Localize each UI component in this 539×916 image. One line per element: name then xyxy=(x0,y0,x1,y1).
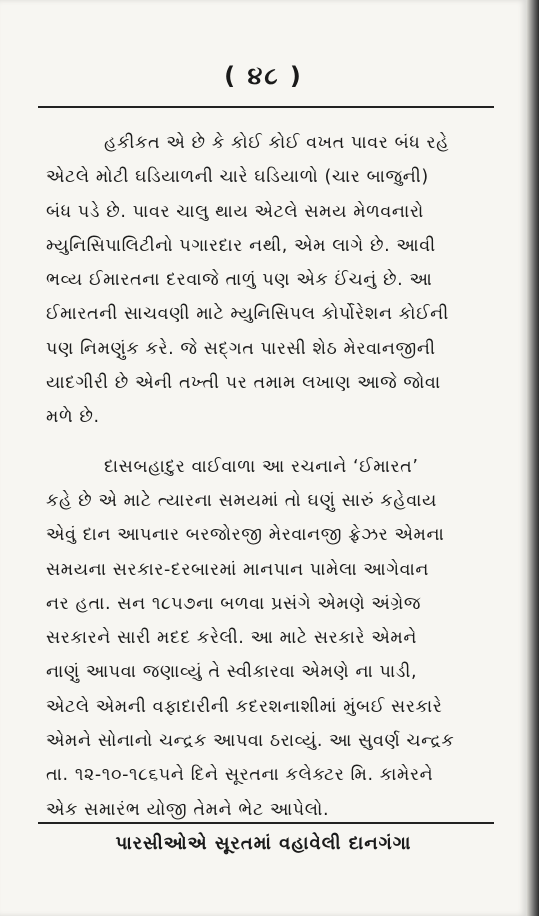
text-line: સમયના સરકાર-દરબારમાં માનપાન પામેલા આગેવાન xyxy=(46,559,430,580)
text-line: ભવ્ય ઈમારતના દરવાજે તાળું પણ એક ઈંચનું છે. આ xyxy=(46,270,433,291)
text-line: એટલે એમની વફાદારીની કદરશનાશીમાં મુંબઈ સરકારે xyxy=(46,696,443,717)
page-number: ( ૪૮ ) xyxy=(224,62,303,90)
header-rule xyxy=(38,106,494,108)
text-line: એક સમારંભ યોજી તેમને ભેટ આપેલો. xyxy=(46,799,330,820)
text-line: તા. ૧૨-૧૦-૧૮૬૫ને દિને સૂરતના કલેક્ટર મિ. કામેરને xyxy=(46,765,434,786)
text-line: કહે છે એ માટે ત્યારના સમયમાં તો ઘણું સારું કહેવાય xyxy=(46,490,437,511)
text-line: મ્યુનિસિપાલિટીનો પગારદાર નથી, એમ લાગે છે. આવી xyxy=(46,235,436,256)
text-line: દાસબહાદુર વાઈવાળા આ રચનાને ‘ઈમારત’ xyxy=(104,456,419,477)
text-line: મળે છે. xyxy=(46,407,100,428)
paragraph-1 xyxy=(46,126,498,435)
text-line: એમને સોનાનો ચન્દ્રક આપવા ઠરાવ્યું. આ સુવર્ણ ચન્દ્રક xyxy=(46,731,455,752)
text-line: નાણું આપવા જણાવ્યું તે સ્વીકારવા એમણે ના પાડી, xyxy=(46,662,418,683)
text-line: એટલે મોટી ઘડિયાળની ચારે ઘડિયાળો (ચાર બાજુની) xyxy=(46,167,429,188)
text-line: યાદગીરી છે એની તખ્તી પર તમામ લખાણ આજે જોવા xyxy=(46,373,441,394)
text-line: એવું દાન આપનાર બરજોરજી મેરવાનજી ફ્રેઝર એમના xyxy=(46,525,445,546)
text-line: હકીકત એ છે કે કોઈ કોઈ વખત પાવર બંધ રહે xyxy=(104,133,450,153)
footer-rule xyxy=(38,822,494,824)
body-text xyxy=(46,126,498,827)
text-line: ઈમારતની સાચવણી માટે મ્યુનિસિપલ કોર્પોરેશન કોઈની xyxy=(46,304,449,325)
text-line: બંધ પડે છે. પાવર ચાલુ થાય એટલે સમય મેળવનારો xyxy=(46,201,424,222)
paragraph-2 xyxy=(46,450,498,827)
footer-book-title: પારસીઓએ સૂરતમાં વહાવેલી દાનગંગા xyxy=(115,833,412,854)
text-line: પણ નિમણુંક કરે. જે સદ્ગત પારસી શેઠ મેરવાનજીની xyxy=(46,338,436,359)
page-edge xyxy=(527,0,539,916)
text-line: સરકારને સારી મદદ કરેલી. આ માટે સરકારે એમને xyxy=(46,628,417,649)
text-line: નર હતા. સન ૧૮૫૭ના બળવા પ્રસંગે એમણે અંગ્રેજ xyxy=(46,593,421,614)
